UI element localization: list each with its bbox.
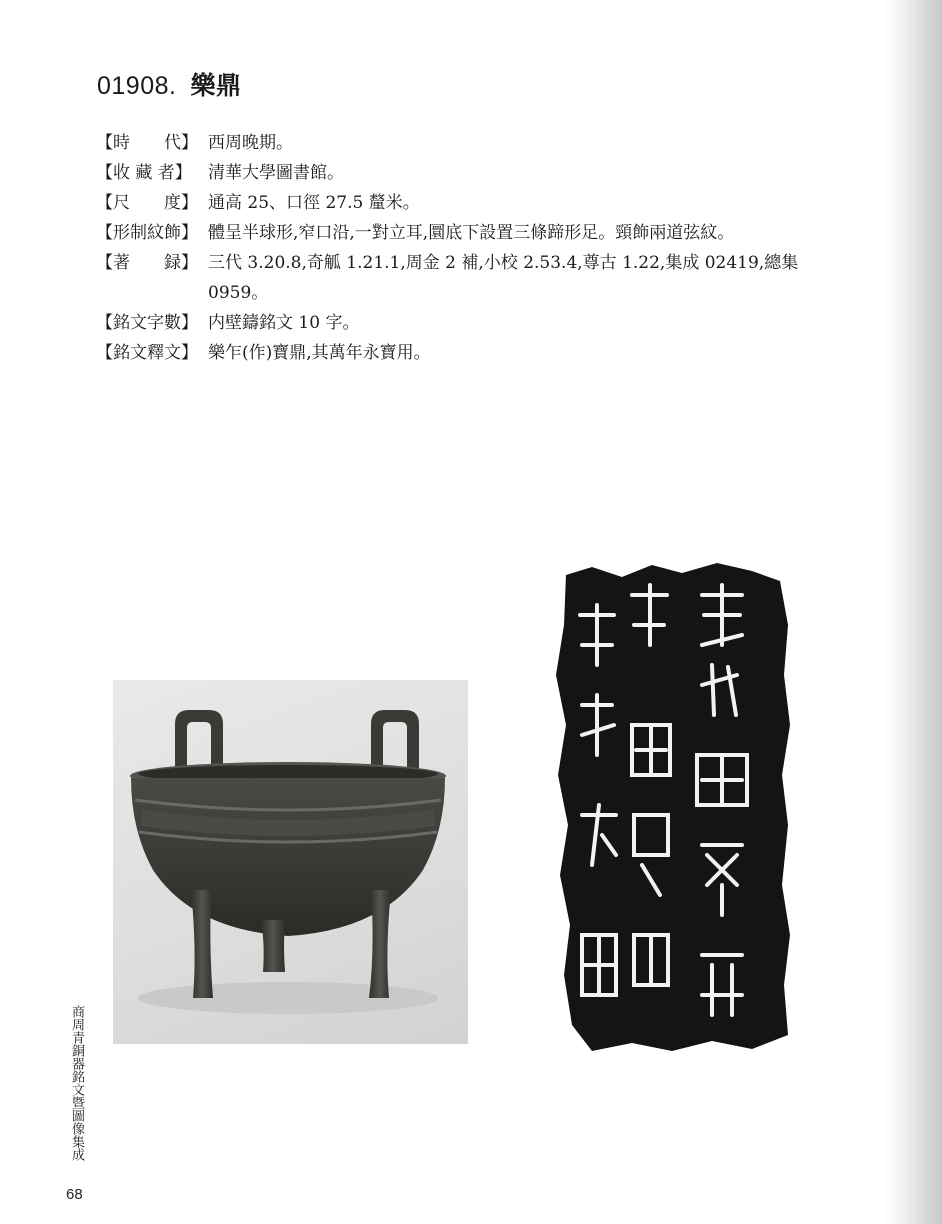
field-value: 通高 25、口徑 27.5 釐米。 [208,193,420,213]
field-collector [96,158,856,188]
field-value: 西周晚期。 [208,133,293,153]
running-head: 商周青銅器銘文暨圖像集成 [69,1005,84,1161]
field-value: 内壁鑄銘文 10 字。 [208,313,360,333]
field-value: 三代 3.20.8,奇觚 1.21.1,周金 2 補,小校 2.53.4,尊古 1.22,集成 02419,總集 0959。 [208,253,799,303]
field-period [96,128,856,158]
field-form-decoration [96,218,856,248]
field-dimensions [96,188,856,218]
field-value: 體呈半球形,窄口沿,一對立耳,圜底下設置三條蹄形足。頸飾兩道弦紋。 [208,223,735,243]
field-bibliography [96,248,856,308]
field-label: 【著 録】 [96,253,198,273]
entry-name: 樂鼎 [190,71,242,100]
field-value: 清華大學圖書館。 [208,163,344,183]
entry-fields [96,128,856,368]
page-gutter-shadow [884,0,942,1224]
field-label: 【收 藏 者】 [96,163,192,183]
field-label: 【銘文字數】 [96,313,198,333]
field-label: 【尺 度】 [96,193,198,213]
field-value: 樂乍(作)寶鼎,其萬年永寶用。 [208,343,431,363]
vessel-photo [113,680,468,1044]
field-label: 【銘文釋文】 [96,343,198,363]
entry-title [97,66,241,102]
field-label: 【形制紋飾】 [96,223,198,243]
field-transcription [96,338,856,368]
inscription-rubbing [552,555,792,1055]
field-character-count [96,308,856,338]
page-number: 68 [66,1186,83,1203]
inscription-rubbing-drawing [552,555,792,1055]
entry-number: 01908. [97,72,177,100]
vessel-photo-drawing [113,680,468,1044]
field-label: 【時 代】 [96,133,198,153]
